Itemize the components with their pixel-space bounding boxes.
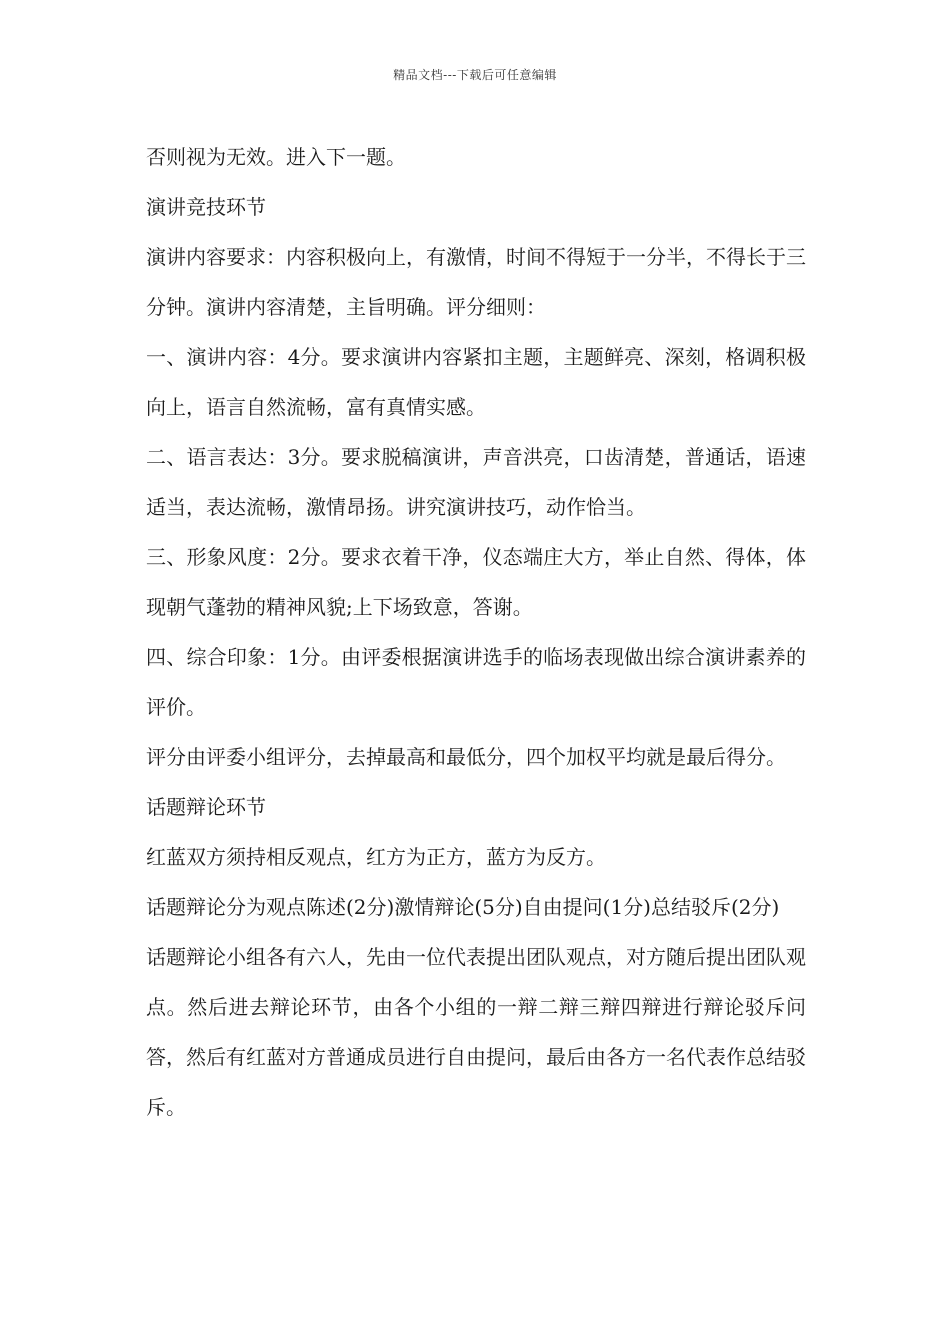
paragraph-speech-requirements: 演讲内容要求：内容积极向上，有激情，时间不得短于一分半，不得长于三分钟。演讲内容清楚，主旨明确。评分细则： [146,245,806,319]
paragraph-debate-sides: 红蓝双方须持相反观点，红方为正方，蓝方为反方。 [146,845,606,869]
document-body [146,132,806,1132]
paragraph-invalid-note: 否则视为无效。进入下一题。 [146,145,406,169]
paragraph-criterion-content: 一、演讲内容：4分。要求演讲内容紧扣主题，主题鲜亮、深刻，格调积极向上，语言自然流畅，富有真情实感。 [146,345,806,419]
paragraph-scoring-method: 评分由评委小组评分，去掉最高和最低分，四个加权平均就是最后得分。 [146,745,786,769]
paragraph-debate-process: 话题辩论小组各有六人，先由一位代表提出团队观点，对方随后提出团队观点。然后进去辩论环节，由各个小组的一辩二辩三辩四辩进行辩论驳斥问答，然后有红蓝对方普通成员进行自由提问，最后由各方一名代表作总结驳斥。 [146,945,806,1119]
section-heading-speech: 演讲竞技环节 [146,195,266,219]
paragraph-criterion-appearance: 三、形象风度：2分。要求衣着干净，仪态端庄大方，举止自然、得体，体现朝气蓬勃的精神风貌;上下场致意，答谢。 [146,545,806,619]
page-header: 精品文档---下载后可任意编辑 [393,68,557,82]
paragraph-criterion-language: 二、语言表达：3分。要求脱稿演讲，声音洪亮，口齿清楚，普通话，语速适当，表达流畅，激情昂扬。讲究演讲技巧，动作恰当。 [146,445,806,519]
paragraph-debate-scoring: 话题辩论分为观点陈述(2分)激情辩论(5分)自由提问(1分)总结驳斥(2分) [146,895,780,919]
paragraph-criterion-impression: 四、综合印象：1分。由评委根据演讲选手的临场表现做出综合演讲素养的评价。 [146,645,806,719]
section-heading-debate: 话题辩论环节 [146,795,266,819]
